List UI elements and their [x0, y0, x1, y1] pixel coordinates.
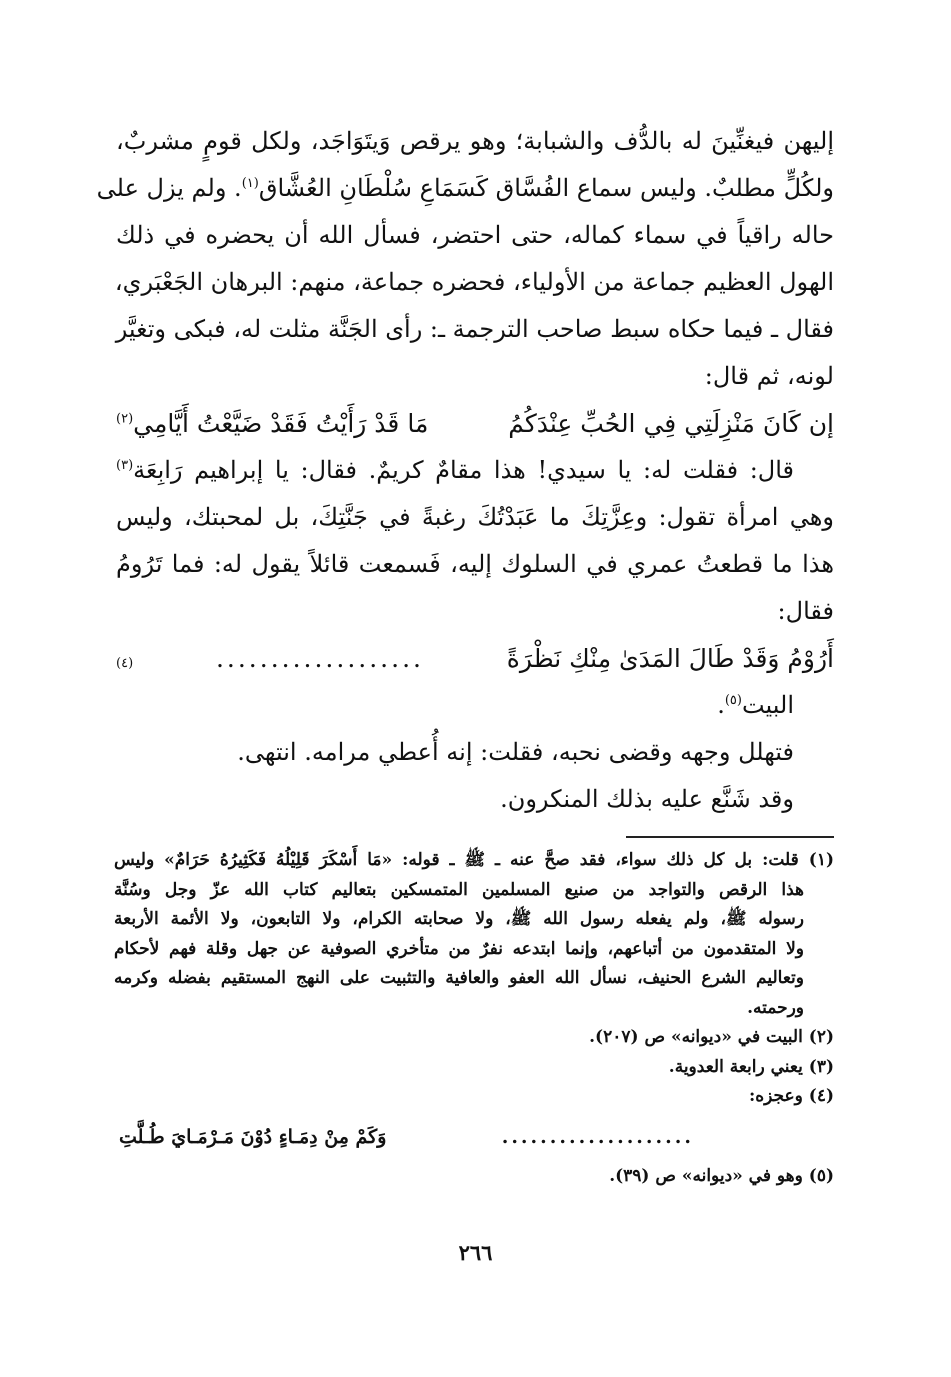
verse-2-first-hemistich: أَرُوْمُ وَقَدْ طَالَ المَدَىٰ مِنْكِ نَظْرَةً	[506, 644, 834, 673]
footnote-4-verse-ellipsis: ....................	[501, 1125, 694, 1148]
footnote-divider	[626, 836, 834, 838]
verse-1	[116, 400, 834, 447]
verse-2-tail-text: البيت	[741, 691, 794, 719]
footnote-ref-5: (٥)	[724, 693, 742, 708]
verse-2-ellipsis: ...................	[215, 644, 424, 673]
para2-line-1-text: قال: فقلت له: يا سيدي! هذا مقامٌ كريمٌ. فقال: يا إبراهيم رَابِعَة	[133, 456, 794, 484]
footnote-1-line-1: (١) قلت: بل كل ذلك سواء، فقد صحَّ عنه ـ ﷺ ـ قوله: «مَا أَسْكَرَ قَلِيْلُهُ فَكَثِيرُهُ حَرَامٌ» وليس	[114, 850, 834, 870]
footnote-3: (٣) يعني رابعة العدوية.	[668, 1056, 834, 1077]
footnote-4-verse-second: وَكَمْ مِنْ دِمَـاءٍ دُوْنَ مَـرْمَـايَ طُـلَّتِ	[119, 1125, 387, 1148]
text-line-2-main: ولكُلٍّ مطلبٌ. وليس سماع الفُسَّاق كَسَمَاعِ سُلْطَانِ العُشَّاق	[258, 174, 834, 202]
verse-1-second-hemistich	[116, 400, 428, 447]
text-line-6: لونه، ثم قال:	[704, 362, 834, 390]
verse-1-first-hemistich: إن كَانَ مَنْزِلَتِي فِي الحُبِّ عِنْدَكُمُ	[508, 409, 834, 438]
closing-line-2: وقد شَنَّع عليه بذلك المنكرون.	[500, 785, 794, 813]
footnote-ref-1: (١)	[241, 176, 259, 191]
text-line-3: حاله راقياً في سماء كماله، حتى احتضر، فسأل الله أن يحضره في ذلك	[116, 221, 834, 249]
footnotes	[114, 846, 834, 1191]
para2-line-2: وهي امرأة تقول: وعِزَّتِكَ ما عَبَدْتُكَ رغبةً في جَنَّتِكَ، بل لمحبتك، وليس	[116, 503, 834, 531]
footnote-1-line-4: ولا المتقدمون من أتباعهم، وإنما ابتدعه نفرٌ من متأخري الصوفية عن جهل وقلة فهم لأحكام	[114, 938, 804, 959]
footnote-1-line-2: هذا الرقص والتواجد من صنيع المسلمين المتمسكين بتعاليم كتاب الله عزّ وجل وسُنَّة	[114, 879, 804, 900]
footnote-4-verse	[114, 1112, 834, 1162]
footnote-1-line-6: ورحمته.	[747, 997, 804, 1018]
verse-2-tail	[116, 682, 834, 729]
main-text	[96, 118, 834, 823]
text-line-1: إليهن فيغنِّينَ له بالدُّف والشبابة؛ وهو يرقص وَيتَوَاجَد، ولكل قومٍ مشربٌ،	[116, 127, 834, 155]
para2-line-4: فقال:	[777, 597, 834, 625]
closing-line-1: فتهلل وجهه وقضى نحبه، فقلت: إنه أُعطي مرامه. انتهى.	[237, 738, 794, 766]
para2-line-3: هذا ما قطعتُ عمري في السلوك إليه، فَسمعت قائلاً يقول له: فما تَرُومُ	[116, 550, 834, 578]
para2-line-1	[116, 447, 834, 494]
footnote-1-line-5: وتعاليم الشرع الحنيف، نسأل الله العفو والعافية والتثبيت على النهج المستقيم بفضله وكرمه	[114, 968, 804, 988]
verse-2: أَرُوْمُ وَقَدْ طَالَ المَدَىٰ مِنْكِ نَظْرَةً ................... (٤)	[116, 635, 834, 682]
footnote-5: (٥) وهو في «ديوانه» ص (٣٩).	[609, 1165, 834, 1186]
footnote-2: (٢) البيت في «ديوانه» ص (٢٠٧).	[589, 1027, 834, 1047]
footnote-1-line-3: رسوله ﷺ، ولم يفعله رسول الله ﷺ، ولا صحابته الكرام، ولا التابعون، ولا الأئمة الأربعة	[114, 909, 804, 929]
footnote-ref-2: (٢)	[116, 411, 134, 427]
text-line-4: الهول العظيم جماعة من الأولياء، فحضره جماعة، منهم: البرهان الجَعْبَري،	[114, 268, 834, 296]
verse-2-tail-period: .	[717, 691, 725, 719]
page-number: ٢٦٦	[458, 1240, 493, 1265]
text-line-2	[96, 165, 834, 212]
footnote-4: (٤) وعجزه:	[748, 1086, 834, 1106]
text-line-2-tail: . ولم يزل على	[96, 174, 242, 202]
footnote-ref-3: (٣)	[116, 458, 134, 473]
verse-1-second-text: مَا قَدْ رَأَيْتُ فَقَدْ ضَيَّعْتُ أَيَّامِي	[133, 409, 429, 438]
text-line-5: فقال ـ فيما حكاه سبط صاحب الترجمة ـ: رأى الجَنَّة مثلت له، فبكى وتغيَّر	[115, 315, 834, 343]
